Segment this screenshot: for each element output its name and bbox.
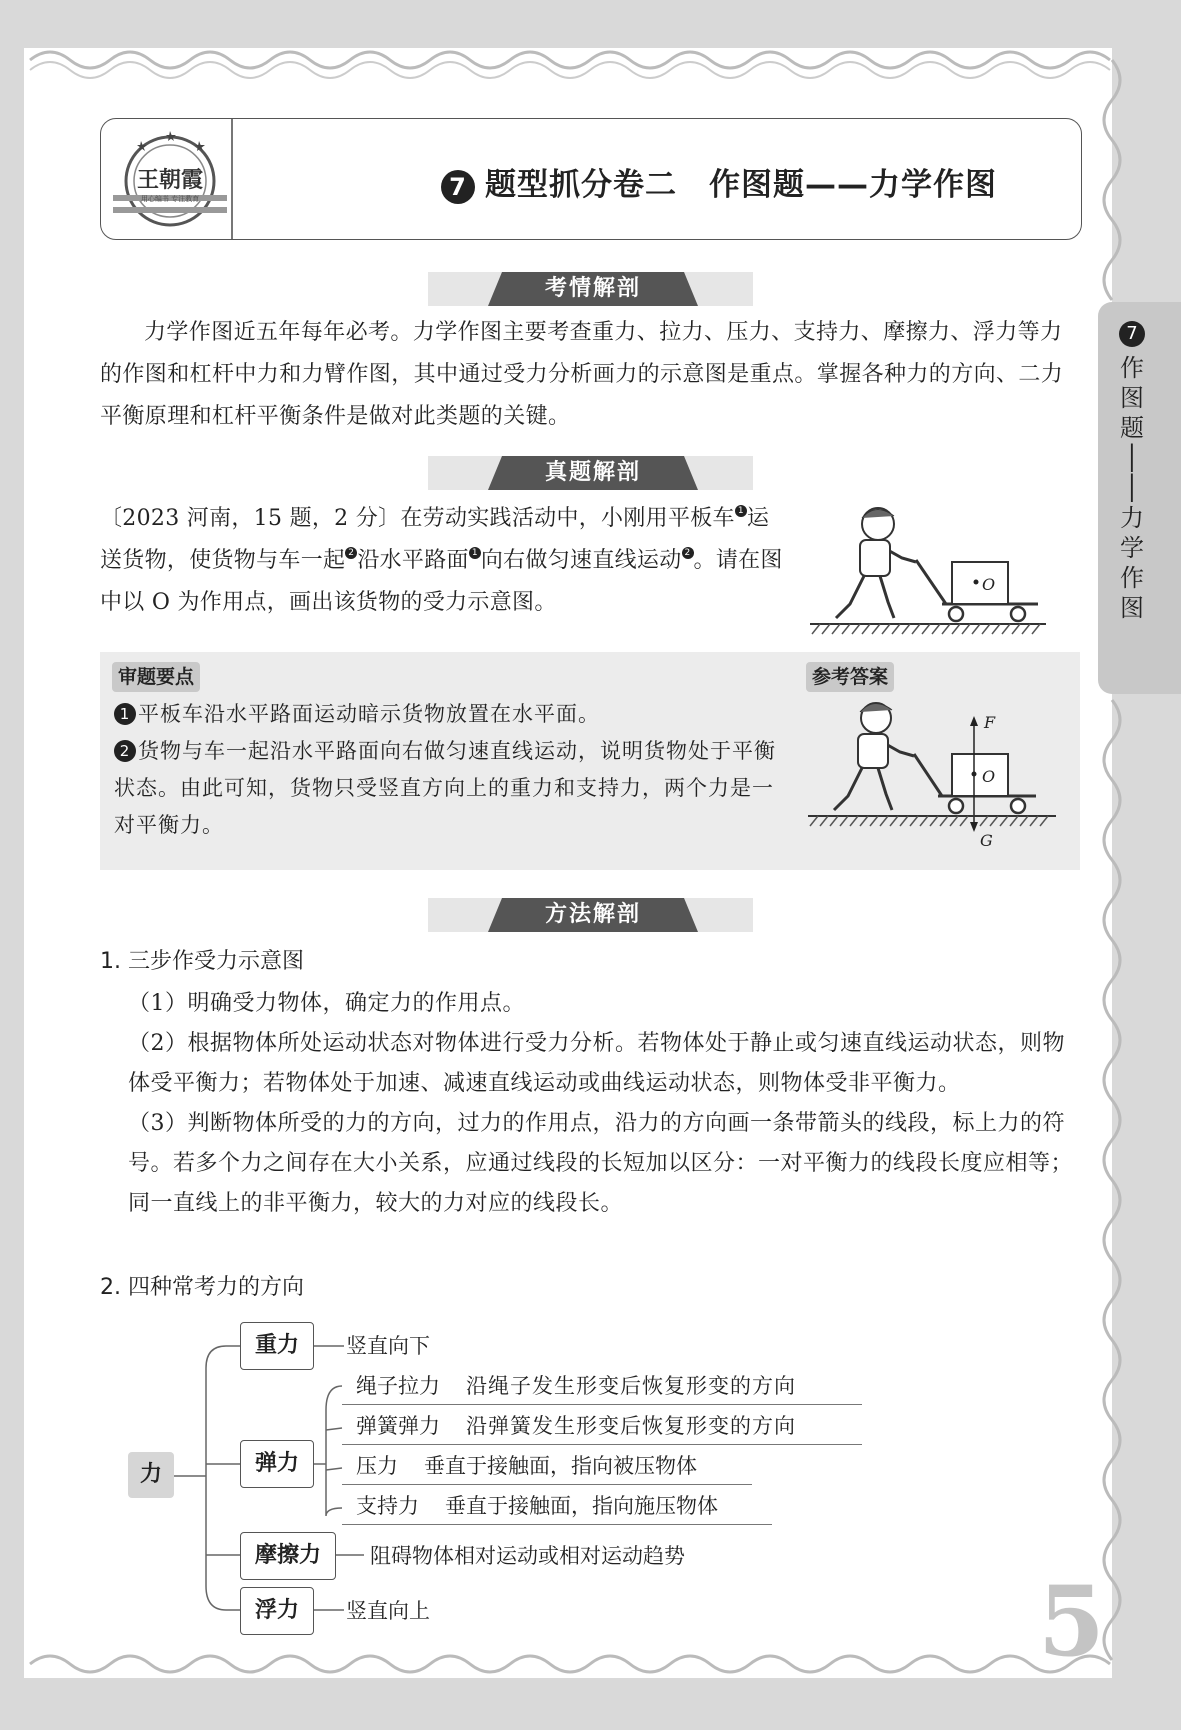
method-heading-2: 2. 四种常考力的方向	[100, 1275, 304, 1300]
point-1-icon: 1	[114, 703, 136, 725]
method-heading-1: 1. 三步作受力示意图	[100, 949, 304, 974]
svg-text:用心编书 专注教育: 用心编书 专注教育	[140, 195, 200, 203]
elastic-item-3	[356, 1450, 697, 1480]
buoyancy-box: 浮力	[240, 1587, 314, 1635]
elastic-item-dir: 垂直于接触面，指向施压物体	[445, 1494, 718, 1518]
point-o-label: O	[982, 575, 996, 594]
point-1-text: 平板车沿水平路面运动暗示货物放置在水平面。	[138, 702, 600, 726]
elastic-item-name: 支持力	[356, 1494, 419, 1518]
force-f-label: F	[984, 713, 996, 732]
chapter-number-icon: 7	[441, 170, 475, 204]
elastic-item-name: 绳子拉力	[356, 1374, 440, 1398]
buoyancy-direction: 竖直向上	[346, 1599, 430, 1623]
method-step-3: （3）判断物体所受的力的方向，过力的作用点，沿力的方向画一条带箭头的线段，标上力的符号。若多个力之间存在大小关系，应通过线段的长短加以区分：一对平衡力的线段长度应相等；同一直线上的非平衡力，较大的力对应的线段长。	[128, 1111, 1074, 1216]
question-text-2: 运送货物，使货物与车一起	[100, 506, 770, 573]
section-title: 方法解剖	[544, 902, 641, 927]
svg-text:王朝霞: 王朝霞	[136, 167, 204, 193]
marker-2b-icon: 2	[682, 547, 694, 559]
gravity-box: 重力	[240, 1322, 314, 1370]
underline	[342, 1484, 752, 1485]
analysis-label: 审题要点	[112, 662, 200, 692]
elastic-item-dir: 沿绳子发生形变后恢复形变的方向	[466, 1374, 796, 1398]
gravity-direction: 竖直向下	[346, 1334, 430, 1358]
force-root-box: 力	[128, 1452, 174, 1498]
elastic-item-1	[356, 1370, 796, 1400]
question-text-5: 。请在图中以 O 为作用点，画出该货物的受力示意图。	[100, 548, 783, 615]
elastic-box: 弹力	[240, 1440, 314, 1488]
underline	[342, 1404, 862, 1405]
elastic-item-name: 弹簧弹力	[356, 1414, 440, 1438]
point-2-icon: 2	[114, 740, 136, 762]
question-text-1: 在劳动实践活动中，小刚用平板车	[400, 506, 735, 531]
point-2-text: 货物与车一起沿水平路面向右做匀速直线运动，说明货物处于平衡状态。由此可知，货物只受竖直方向上的重力和支持力，两个力是一对平衡力。	[114, 739, 776, 837]
question-text-3: 沿水平路面	[357, 548, 469, 573]
elastic-item-2	[356, 1410, 796, 1440]
question-text-4: 向右做匀速直线运动	[480, 548, 682, 573]
question-source: 〔2023 河南，15 题，2 分〕	[100, 506, 401, 531]
page-number: 5	[1038, 1565, 1105, 1678]
kaoqing-paragraph: 力学作图近五年每年必考。力学作图主要考查重力、拉力、压力、支持力、摩擦力、浮力等力的作图和杠杆中力和力臂作图，其中通过受力分析画力的示意图是重点。掌握各种力的方向、二力平衡原理和杠杆平衡条件是做对此类题的关键。	[100, 320, 1064, 429]
underline	[342, 1524, 772, 1525]
title-text: 题型抓分卷二 作图题——力学作图	[485, 167, 997, 203]
elastic-item-name: 压力	[356, 1454, 398, 1478]
side-tab-number: 7	[1119, 321, 1145, 347]
friction-direction: 阻碍物体相对运动或相对运动趋势	[370, 1544, 685, 1568]
elastic-item-4	[356, 1490, 718, 1520]
elastic-item-dir: 沿弹簧发生形变后恢复形变的方向	[466, 1414, 796, 1438]
marker-1-icon: 1	[735, 505, 747, 517]
marker-2-icon: 2	[345, 547, 357, 559]
method-step-1: （1）明确受力物体，确定力的作用点。	[128, 991, 525, 1016]
friction-box: 摩擦力	[240, 1532, 336, 1580]
point-o-answer-label: O	[982, 767, 996, 786]
method-step-2: （2）根据物体所处运动状态对物体进行受力分析。若物体处于静止或匀速直线运动状态，则物体受平衡力；若物体处于加速、减速直线运动或曲线运动状态，则物体受非平衡力。	[128, 1031, 1066, 1096]
underline	[342, 1444, 862, 1445]
side-tab-label: 作 图 题 │ │ 力 学 作 图	[1120, 354, 1144, 622]
marker-1b-icon: 1	[469, 547, 481, 559]
answer-label: 参考答案	[806, 662, 894, 692]
force-g-label: G	[980, 831, 993, 850]
section-title: 考情解剖	[544, 276, 641, 301]
elastic-item-dir: 垂直于接触面，指向被压物体	[424, 1454, 697, 1478]
section-title: 真题解剖	[544, 460, 641, 485]
